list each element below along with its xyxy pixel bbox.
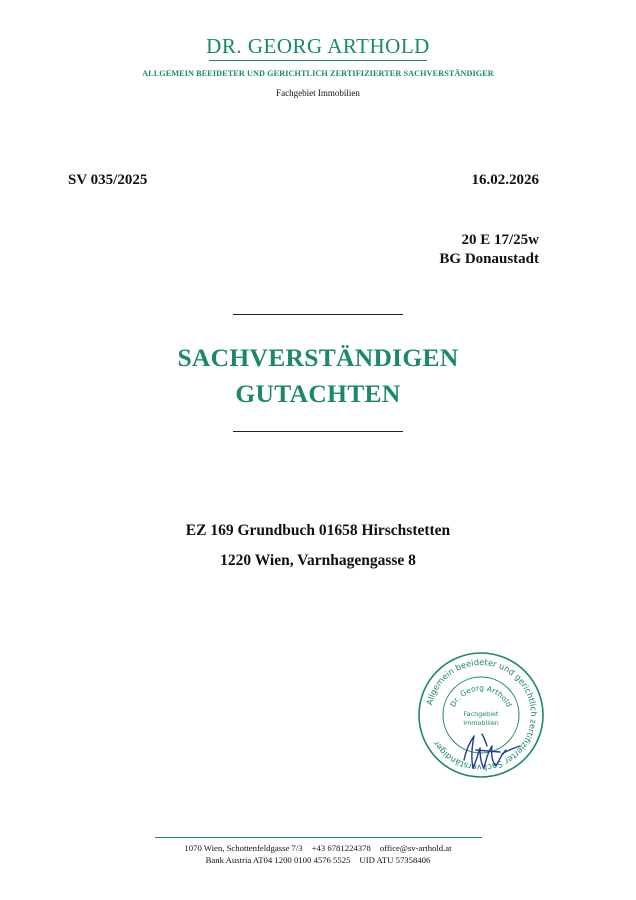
footer-bank-line: [0, 855, 636, 865]
letterhead-subtitle: ALLGEMEIN BEEIDETER UND GERICHTLICH ZERTIFIZIERTER SACHVERSTÄNDIGER: [142, 69, 494, 78]
footer-bank: Bank Austria AT04 1200 0100 4576 5525: [205, 855, 351, 865]
document-date: 16.02.2026: [471, 172, 539, 188]
footer-divider: [155, 837, 482, 838]
stamp-field-line-1: Fachgebiet: [463, 710, 499, 718]
property-address: 1220 Wien, Varnhagengasse 8: [220, 552, 416, 569]
footer-phone: +43 6781224378: [311, 843, 371, 853]
stamp-ring-text: Allgemein beeideter und gerichtlich zertifizierter Sachverständiger: [424, 656, 540, 774]
land-register-entry: EZ 169 Grundbuch 01658 Hirschstetten: [185, 522, 451, 539]
footer-address: 1070 Wien, Schottenfeldgasse 7/3: [184, 843, 303, 853]
letterhead-field: Fachgebiet Immobilien: [276, 88, 360, 98]
stamp-name: Dr. Georg Arthold: [448, 683, 514, 709]
letterhead-name: DR. GEORG ARTHOLD: [206, 34, 430, 58]
court-name: BG Donaustadt: [439, 251, 539, 267]
title-divider-top: [233, 314, 403, 315]
title-line-2: GUTACHTEN: [235, 379, 401, 408]
letterhead-divider: [209, 60, 427, 61]
title-line-1: SACHVERSTÄNDIGEN: [177, 343, 459, 372]
title-divider-bottom: [233, 431, 403, 432]
footer-contact-line: [0, 843, 636, 853]
footer-uid: UID ATU 57358406: [359, 855, 431, 865]
case-number: 20 E 17/25w: [461, 232, 539, 248]
footer-email[interactable]: office@sv-arthold.at: [379, 843, 452, 853]
official-stamp: [416, 650, 546, 780]
stamp-field-line-2: Immobilien: [463, 719, 499, 727]
sv-number: SV 035/2025: [68, 172, 148, 188]
